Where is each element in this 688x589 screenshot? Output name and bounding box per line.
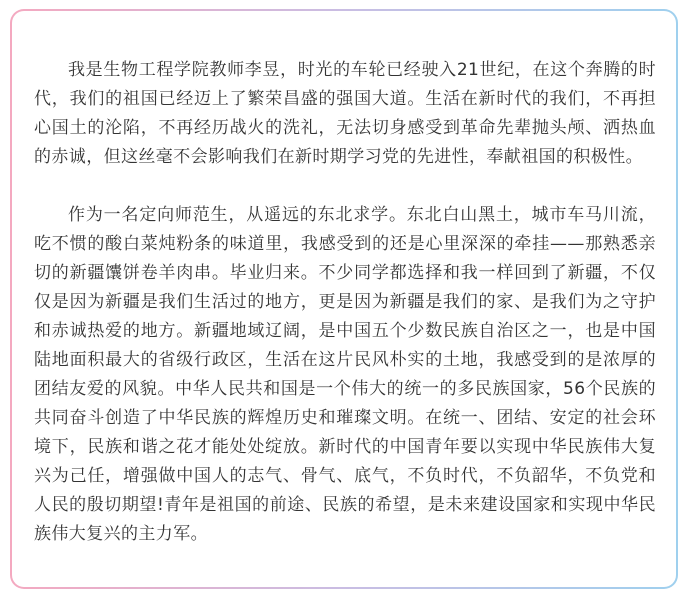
paragraph-intro: 我是生物工程学院教师李昱，时光的车轮已经驶入21世纪，在这个奔腾的时代，我们的祖国已经迈上了繁荣昌盛的强国大道。生活在新时代的我们，不再担心国土的沦陷，不再经历战火的洗礼，无法切身感受到革命先辈抛头颅、洒热血的赤诚，但这丝毫不会影响我们在新时期学习党的先进性，奉献祖国的积极性。 [34, 60, 656, 167]
paragraph-xinjiang: 作为一名定向师范生，从遥远的东北求学。东北白山黑土，城市车马川流，吃不惯的酸白菜炖粉条的味道里，我感受到的还是心里深深的牵挂——那熟悉亲切的新疆馕饼卷羊肉串。毕业归来。不少同学都选择和我一样回到了新疆，不仅仅是因为新疆是我们生活过的地方，更是因为新疆是我们的家、是我们为之守护和赤诚热爱的地方。新疆地域辽阔，是中国五个少数民族自治区之一，也是中国陆地面积最大的省级行政区，生活在这片民风朴实的土地，我感受到的是浓厚的团结友爱的风貌。中华人民共和国是一个伟大的统一的多民族国家，56个民族的共同奋斗创造了中华民族的辉煌历史和璀璨文明。在统一、团结、安定的社会环境下，民族和谐之花才能处处绽放。新时代的中国青年要以实现中华民族伟大复兴为己任，增强做中国人的志气、骨气、底气，不负时代，不负韶华，不负党和人民的殷切期望!青年是祖国的前途、民族的希望，是未来建设国家和实现中华民族伟大复兴的主力军。 [34, 205, 656, 544]
article-body [34, 56, 656, 549]
